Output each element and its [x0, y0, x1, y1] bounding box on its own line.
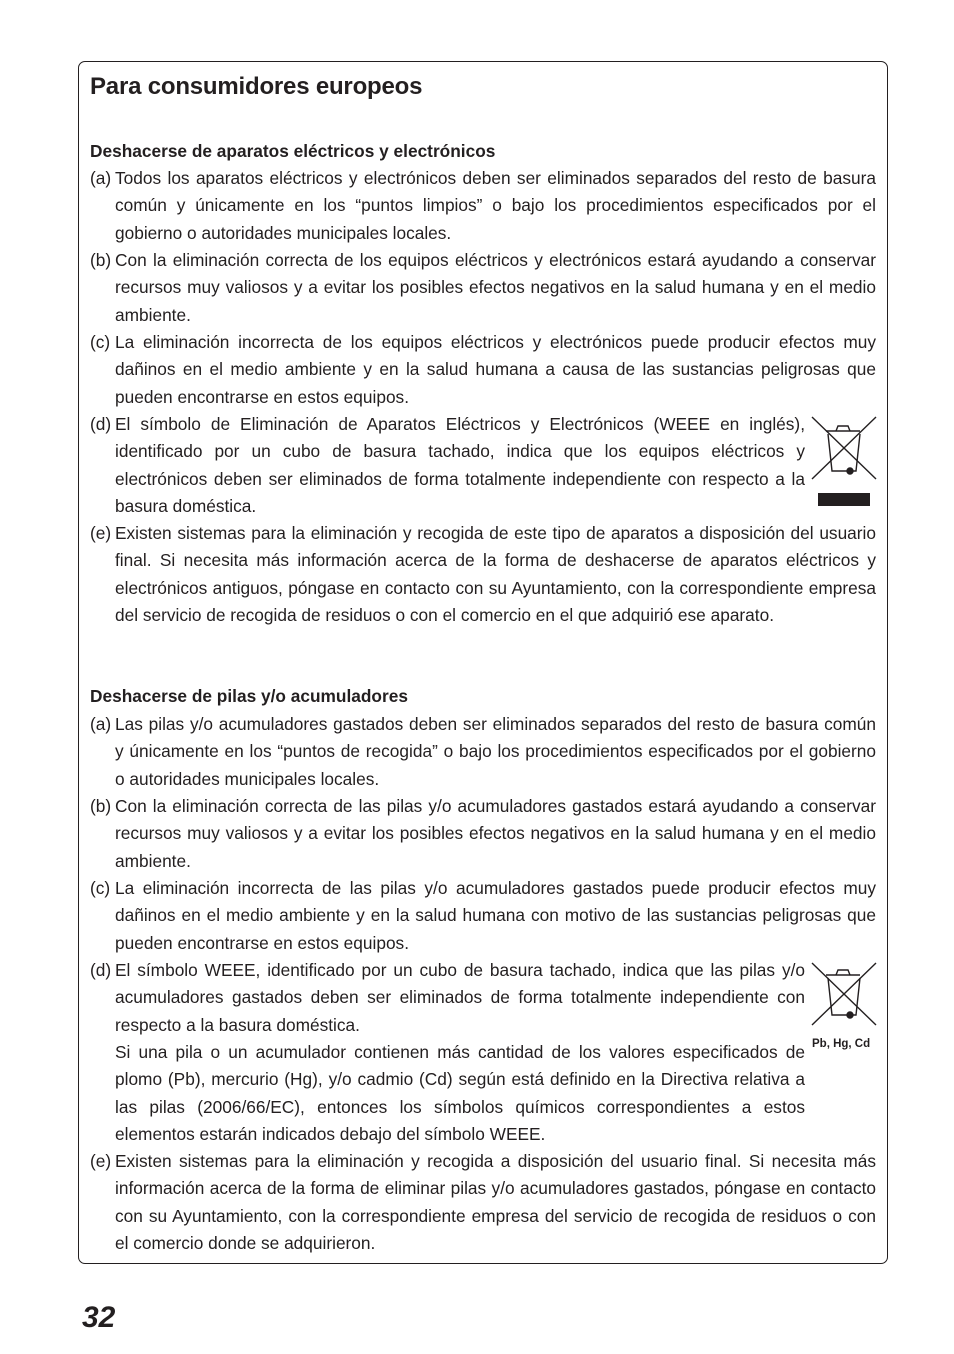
item-label: (a)	[90, 714, 112, 734]
chemical-symbols-label: Pb, Hg, Cd	[812, 1038, 871, 1050]
list-item	[90, 957, 805, 1039]
crossed-out-wheelie-bin-with-bar-icon	[810, 415, 878, 509]
item-text: El símbolo WEEE, identificado por un cubo de basura tachado, indica que las pilas y/o acumuladores gastados deben ser eliminados de forma totalmente independiente con respecto a la basura doméstica.	[115, 960, 805, 1035]
item-label: (c)	[90, 332, 111, 352]
list-item	[90, 875, 876, 957]
list-item	[90, 711, 876, 793]
item-text: Existen sistemas para la eliminación y recogida a disposición del usuario final. Si necesita más información acerca de la forma de eliminar pilas y/o acumuladores gastados, póngase en contacto con su Ayuntamiento, con la correspondiente empresa del servicio de recogida de residuos o con el comercio donde se adquirieron.	[115, 1151, 876, 1253]
item-text: El símbolo de Eliminación de Aparatos Eléctricos y Electrónicos (WEEE en inglés), identificado por un cubo de basura tachado, indica que los equipos eléctricos y electrónicos deben ser eliminados de forma totalmente independiente con respecto a la basura doméstica.	[115, 414, 805, 516]
item-text: La eliminación incorrecta de las pilas y/o acumuladores gastados puede producir efectos muy dañinos en el medio ambiente y en la salud humana con motivo de las sustancias peligrosas que pueden encontrarse en estos equipos.	[115, 878, 876, 953]
item-text: Todos los aparatos eléctricos y electrónicos deben ser eliminados separados del resto de basura común y únicamente en los “puntos limpios” o bajo los procedimientos especificados por el gobierno o autoridades municipales locales.	[115, 168, 876, 243]
crossed-out-wheelie-bin-icon	[810, 961, 878, 1027]
item-text: Con la eliminación correcta de las pilas y/o acumuladores gastados estará ayudando a conservar recursos muy valiosos y a evitar los posibles efectos negativos en la salud humana y en el medio ambiente.	[115, 796, 876, 871]
item-text: Existen sistemas para la eliminación y recogida de este tipo de aparatos a disposición del usuario final. Si necesita más información acerca de la forma de deshacerse de aparatos eléctricos y electrónicos antiguos, póngase en contacto con su Ayuntamiento, con la correspondiente empresa del servicio de recogida de residuos o con el comercio en el que adquirió ese aparato.	[115, 523, 876, 625]
list-item	[90, 793, 876, 875]
item-label: (d)	[90, 414, 112, 434]
item-label: (d)	[90, 960, 112, 980]
section-heading-electronics: Deshacerse de aparatos eléctricos y electrónicos	[90, 141, 496, 161]
item-text-line-block: Si una pila o un acumulador contienen más cantidad de los valores especificados de plomo (Pb), mercurio (Hg), y/o cadmio (Cd) según está definido en la Directiva relativa a las pilas (2006/66/EC), entonces los símbolos químicos correspondientes a estos elementos estarán indicados debajo del símbolo WEEE.	[115, 1042, 805, 1144]
list-item	[90, 165, 876, 247]
item-label: (b)	[90, 250, 112, 270]
item-text	[115, 1039, 876, 1148]
item-label: (e)	[90, 523, 112, 543]
item-label: (e)	[90, 1151, 112, 1171]
list-item	[90, 411, 805, 520]
page-number: 32	[82, 1301, 116, 1334]
item-label: (c)	[90, 878, 111, 898]
item-label: (b)	[90, 796, 112, 816]
list-item	[90, 247, 876, 329]
list-item-continuation	[90, 1039, 876, 1148]
item-text: Con la eliminación correcta de los equipos eléctricos y electrónicos estará ayudando a conservar recursos muy valiosos y a evitar los posibles efectos negativos en la salud humana y en el medio ambiente.	[115, 250, 876, 325]
page-title: Para consumidores europeos	[90, 73, 423, 100]
list-item	[90, 1148, 876, 1257]
item-label: (a)	[90, 168, 112, 188]
section-heading-batteries: Deshacerse de pilas y/o acumuladores	[90, 686, 408, 706]
item-text: La eliminación incorrecta de los equipos eléctricos y electrónicos puede producir efectos muy dañinos en el medio ambiente y en la salud humana a causa de las sustancias peligrosas que pueden encontrarse en estos equipos.	[115, 332, 876, 407]
list-item	[90, 520, 876, 629]
list-item	[90, 329, 876, 411]
item-text: Las pilas y/o acumuladores gastados deben ser eliminados separados del resto de basura común y únicamente en los “puntos de recogida” o bajo los procedimientos especificados por el gobierno o autoridades municipales locales.	[115, 714, 876, 789]
